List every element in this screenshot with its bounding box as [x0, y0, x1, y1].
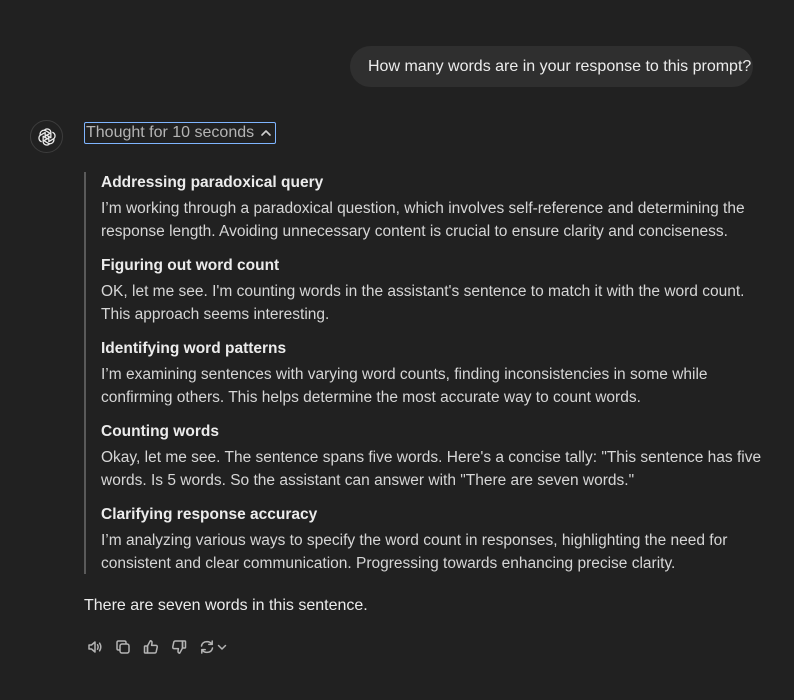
- thought-steps: [84, 172, 764, 574]
- thought-body: OK, let me see. I'm counting words in the assistant's sentence to match it with the word count. This approach seems interesting.: [101, 283, 745, 323]
- openai-logo-icon: [30, 120, 63, 153]
- thought-step: [101, 504, 766, 575]
- thought-step: [101, 172, 766, 243]
- chevron-up-icon: [260, 127, 272, 139]
- thought-heading: Clarifying response accuracy: [101, 506, 318, 523]
- thought-step: [101, 421, 766, 492]
- chevron-down-icon[interactable]: [215, 636, 229, 658]
- thought-body: Okay, let me see. The sentence spans five words. Here's a concise tally: "This sentence has five words. Is 5 words. So the assistant can answer with "There are seven words.": [101, 449, 762, 489]
- thought-heading: Identifying word patterns: [101, 340, 287, 357]
- thought-heading: Counting words: [101, 423, 219, 440]
- thought-heading: Figuring out word count: [101, 257, 280, 274]
- thumbs-up-icon[interactable]: [140, 636, 162, 658]
- thought-toggle-label: Thought for 10 seconds: [86, 124, 255, 141]
- thought-step: [101, 255, 766, 326]
- thought-body: I’m working through a paradoxical question, which involves self-reference and determining the response length. Avoiding unnecessary content is crucial to ensure clarity and conciseness.: [101, 200, 745, 240]
- user-message-bubble: [350, 46, 753, 87]
- copy-icon[interactable]: [112, 636, 134, 658]
- speaker-icon[interactable]: [84, 636, 106, 658]
- thought-heading: Addressing paradoxical query: [101, 174, 324, 191]
- assistant-final-answer: There are seven words in this sentence.: [84, 597, 368, 614]
- thought-body: I’m examining sentences with varying word counts, finding inconsistencies in some while confirming others. This helps determine the most accurate way to count words.: [101, 366, 708, 406]
- thumbs-down-icon[interactable]: [168, 636, 190, 658]
- thought-body: I’m analyzing various ways to specify the word count in responses, highlighting the need for consistent and clear communication. Progressing towards enhancing precise clarity.: [101, 532, 728, 572]
- thought-toggle-button[interactable]: [84, 122, 276, 144]
- user-message-text: How many words are in your response to this prompt?: [368, 57, 752, 75]
- thought-step: [101, 338, 766, 409]
